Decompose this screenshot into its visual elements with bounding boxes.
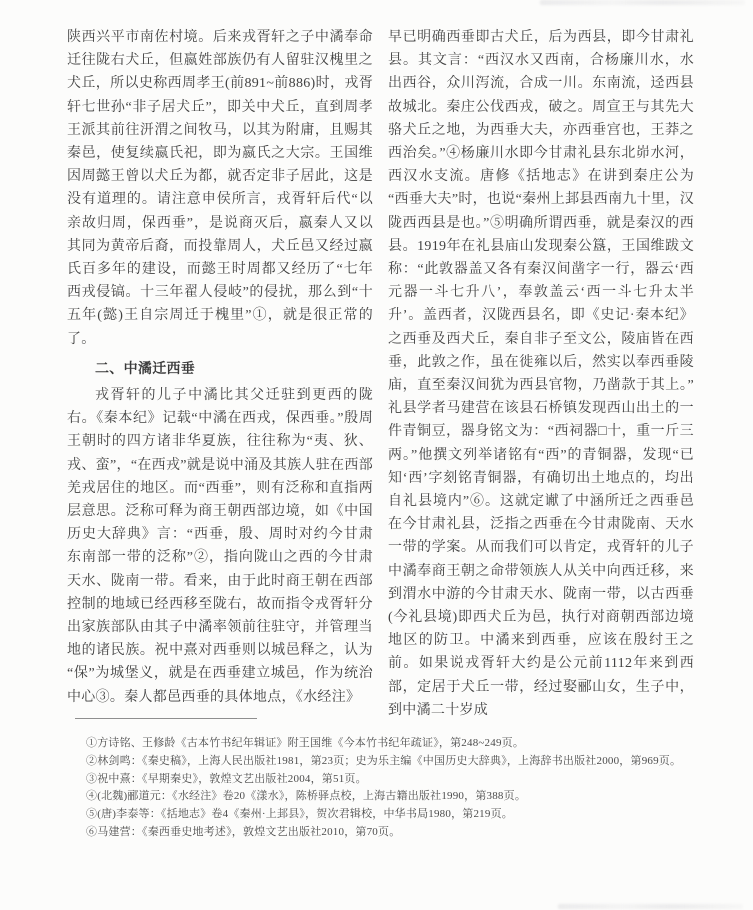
footnote-separator bbox=[75, 718, 257, 719]
paragraph-continuation: 陕西兴平市南佐村境。后来戎胥轩之子中潏奉命迁往陇右犬丘，但嬴姓部族仍有人留驻汉槐里之犬丘，所以史称西周孝王(前891~前886)时，戎胥轩七世孙“非子居犬丘”，即关中犬丘，直到周孝王派其前往汧渭之间牧马，以其为附庸，且赐其秦邑，使复续嬴氏祀，即为嬴氏之大宗。王国维因周懿王曾以犬丘为都，就否定非子居此，这是没有道理的。请注意申侯所言，戎胥轩后代“以亲故归周，保西垂”，是说商灭后，嬴秦人又以其同为黄帝后裔，而投靠周人，犬丘邑又经过嬴氏百多年的建设，而懿王时周都又经历了“七年西戎侵镐。十三年翟人侵岐”的侵扰，那么到“十五年(懿)王自宗周迁于槐里”①，就是很正常的了。 bbox=[67, 30, 373, 347]
footnote: ④(北魏)郦道元：《水经注》卷20《漾水》，陈桥驿点校，上海古籍出版社1990，第388页。 bbox=[86, 790, 527, 803]
footnote: ③祝中熹：《早期秦史》，敦煌文艺出版社2004，第51页。 bbox=[86, 772, 367, 785]
footnote: ⑤(唐)李泰等：《括地志》卷4《秦州·上邽县》，贺次君辑校，中华书局1980，第219页。 bbox=[86, 808, 513, 821]
scan-artifact-bottom bbox=[558, 904, 743, 909]
section-heading: 二、中潏迁西垂 bbox=[95, 361, 196, 377]
footnote: ①方诗铭、王修龄《古本竹书纪年辑证》附王国维《今本竹书纪年疏证》，第248~249页。 bbox=[86, 737, 525, 749]
footnote-area bbox=[75, 718, 735, 842]
right-column bbox=[388, 26, 694, 722]
footnote: ②林剑鸣：《秦史稿》，上海人民出版社1981，第23页；史为乐主编《中国历史大辞典》，上海辞书出版社2000，第969页。 bbox=[86, 754, 682, 767]
footnote: ⑥马建营：《秦西垂史地考述》，敦煌文艺出版社2010，第70页。 bbox=[86, 825, 401, 838]
paragraph-continuation: 早已明确西垂即古犬丘，后为西县，即今甘肃礼县。其文言：“西汉水又西南，合杨廉川水，水出西谷，众川泻流，合成一川。东南流，迳西县故城北。秦庄公伐西戎，破之。周宣王与其先大骆犬丘之地，为西垂大夫，亦西垂宫也，王莽之西治矣。”④杨廉川水即今甘肃礼县东北峁水河，西汉水支流。唐修《括地志》在讲到秦庄公为“西垂大夫”时，也说“秦州上邽县西南九十里，汉陇西西县是也。”⑤明确所谓西垂，就是秦汉的西县。1919年在礼县庙山发现秦公簋，王国维跋文称：“此敦器盖又各有秦汉间凿字一行，器云‘西元器一斗七升八’，奉敦盖云‘西一斗七升太半升’。盖西者，汉陇西县名，即《史记·秦本纪》之西垂及西犬丘，秦自非子至文公，陵庙皆在西垂，此敦之作，虽在徙雍以后，然实以奉西垂陵庙，直至秦汉间犹为西县官物，乃凿款于其上。”礼县学者马建营在该县石桥镇发现西山出土的一件青铜豆，器身铭文为：“西祠器□十，重一斤三两。”他撰文列举诸铭有“西”的青铜器，发现“已知‘西’字刻铭青铜器，有确切出土地点的，均出自礼县境内”⑥。这就定谳了中涵所迁之西垂邑在今甘肃礼县，泛指之西垂在今甘肃陇南、天水一带的学案。从而我们可以肯定，戎胥轩的儿子中潏奉商王朝之命带领族人从关中向西迁移，来到渭水中游的今甘肃天水、陇南一带，以古西垂(今礼县境)即西犬丘为邑，执行对商朝西部边境地区的防卫。中潏来到西垂，应该在殷纣王之前。如果说戎胥轩大约是公元前1112年来到西部，定居于犬丘一带，经过娶郦山女，生子中，到中潏二十岁成 bbox=[388, 30, 694, 718]
paragraph: 戎胥轩的儿子中潏比其父迁驻到更西的陇右。《秦本纪》记载“中潏在西戎，保西垂。”殷周王朝时的四方诸非华夏族，往往称为“夷、狄、戎、蛮”，“在西戎”就是说中涌及其族人驻在西部羌戎居住的地区。而“西垂”，则有泛称和直指两层意思。泛称可释为商王朝西部边境，如《中国历史大辞典》言：“西垂，殷、周时对约今甘肃东南部一带的泛称”②，指向陇山之西的今甘肃天水、陇南一带。看来，由于此时商王朝在西部控制的地域已经西移至陇右，故而指令戎胥轩分出家族部队由其子中潏率领前往驻守，并管理当地的诸民族。祝中熹对西垂则以城邑释之，认为“保”为城堡义，就是在西垂建立城邑，作为统治中心③。秦人都邑西垂的具体地点，《水经注》 bbox=[67, 388, 373, 705]
scan-artifact-top bbox=[540, 0, 745, 5]
left-column bbox=[67, 26, 373, 709]
